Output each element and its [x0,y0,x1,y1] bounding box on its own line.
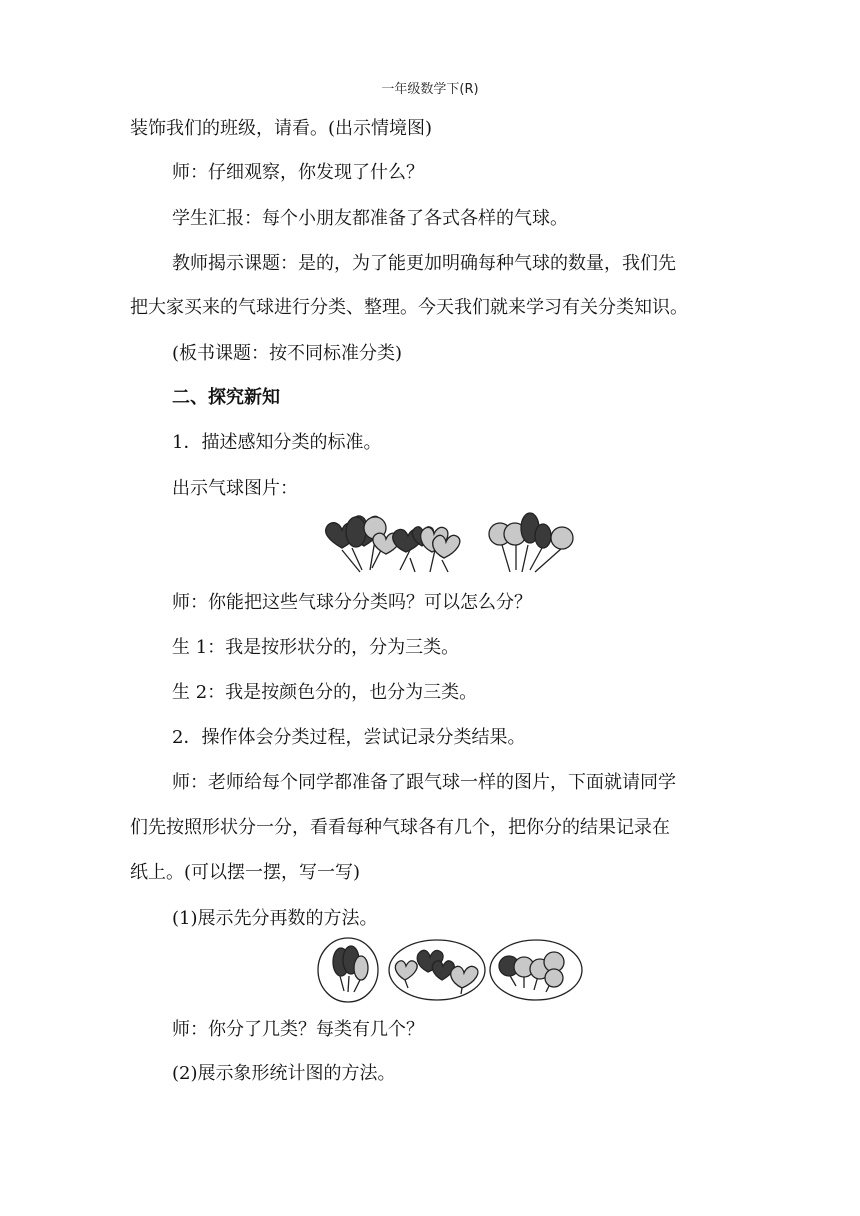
text-line-3: 学生汇报：每个小朋友都准备了各式各样的气球。 [172,208,568,229]
text-line-13: 2．操作体会分类过程，尝试记录分类结果。 [172,727,526,748]
text-line-19: (2)展示象形统计图的方法。 [172,1063,396,1084]
text-line-1: 装饰我们的班级，请看。(出示情境图) [130,118,433,139]
text-line-14: 师：老师给每个同学都准备了跟气球一样的图片，下面就请同学 [172,772,676,793]
text-line-10: 师：你能把这些气球分分类吗？可以怎么分？ [172,592,532,613]
section-heading: 二、探究新知 [172,387,280,408]
balloons-grouped-illustration [316,936,586,1008]
text-line-12: 生 2：我是按颜色分的，也分为三类。 [172,682,478,703]
balloons-illustration-1 [320,510,590,580]
text-line-16: 纸上。(可以摆一摆，写一写) [130,862,361,883]
text-line-15: 们先按照形状分一分，看看每种气球各有几个，把你分的结果记录在 [130,817,670,838]
text-line-4: 教师揭示课题：是的，为了能更加明确每种气球的数量，我们先 [172,253,676,274]
text-line-8: 1．描述感知分类的标准。 [172,432,382,453]
text-line-9: 出示气球图片： [172,478,298,499]
text-line-5: 把大家买来的气球进行分类、整理。今天我们就来学习有关分类知识。 [130,297,688,318]
text-line-11: 生 1：我是按形状分的，分为三类。 [172,637,460,658]
text-line-6: (板书课题：按不同标准分类) [172,343,403,364]
text-line-18: 师：你分了几类？每类有几个？ [172,1019,424,1040]
page-header: 一年级数学下(R) [381,82,479,97]
text-line-17: (1)展示先分再数的方法。 [172,908,378,929]
text-line-2: 师：仔细观察，你发现了什么？ [172,162,424,183]
